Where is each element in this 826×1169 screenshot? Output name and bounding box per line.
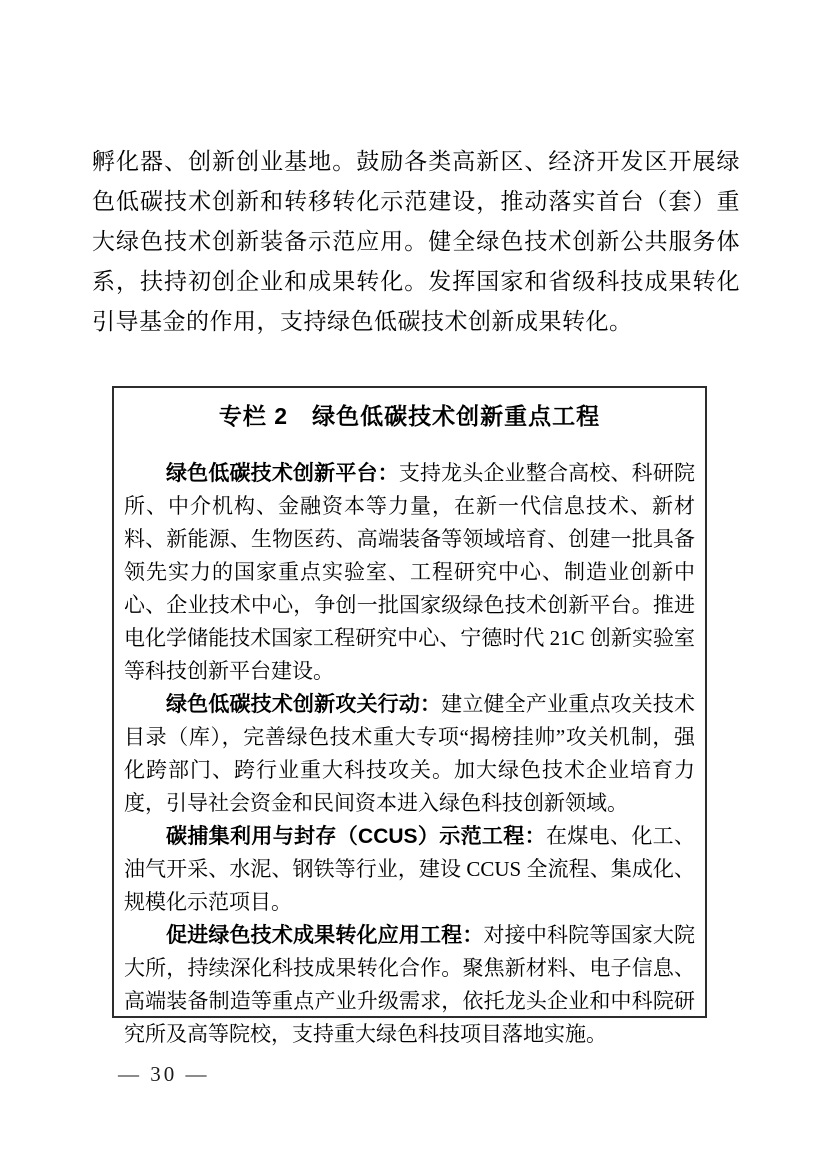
paragraph-lead: 绿色低碳技术创新平台： — [166, 462, 399, 485]
paragraph-text: 建立健全产业重点攻关技术目录（库），完善绿色技术重大专项“揭榜挂帅”攻关机制，强化跨部门、跨行业重大科技攻关。加大绿色技术企业培育力度，引导社会资金和民间资本进入绿色科技创新领域。 — [124, 692, 696, 815]
paragraph-text: 支持龙头企业整合高校、科研院所、中介机构、金融资本等力量，在新一代信息技术、新材料、新能源、生物医药、高端装备等领域培育、创建一批具备领先实力的国家重点实验室、工程研究中心、制造业创新中心、企业技术中心，争创一批国家级绿色技术创新平台。推进电化学储能技术国家工程研究中心、宁德时代 21C 创新实验室等科技创新平台建设。 — [124, 461, 696, 683]
page-number: — 30 — — [118, 1062, 210, 1086]
paragraph-text: 在煤电、化工、油气开采、水泥、钢铁等行业，建设 CCUS 全流程、集成化、规模化示范项目。 — [124, 824, 695, 914]
paragraph-lead: 促进绿色技术成果转化应用工程： — [166, 924, 484, 947]
box-paragraph — [124, 820, 695, 919]
column-box — [112, 386, 707, 1046]
intro-paragraph: 孵化器、创新创业基地。鼓励各类高新区、经济开发区开展绿色低碳技术创新和转移转化示范建设，推动落实首台（套）重大绿色技术创新装备示范应用。健全绿色技术创新公共服务体系，扶持初创企业和成果转化。发挥国家和省级科技成果转化引导基金的作用，支持绿色低碳技术创新成果转化。 — [92, 149, 740, 334]
paragraph-text: 对接中科院等国家大院大所，持续深化科技成果转化合作。聚焦新材料、电子信息、高端装备制造等重点产业升级需求，依托龙头企业和中科院研究所及高等院校，支持重大绿色科技项目落地实施。 — [124, 923, 695, 1046]
box-paragraph — [124, 919, 695, 1051]
paragraph-lead: 绿色低碳技术创新攻关行动： — [166, 693, 442, 716]
box-paragraph — [124, 457, 695, 688]
paragraph-lead: 碳捕集利用与封存（CCUS）示范工程： — [166, 825, 546, 848]
box-paragraph — [124, 688, 695, 820]
box-body — [124, 457, 695, 1051]
box-title: 专栏 2 绿色低碳技术创新重点工程 — [218, 403, 601, 429]
